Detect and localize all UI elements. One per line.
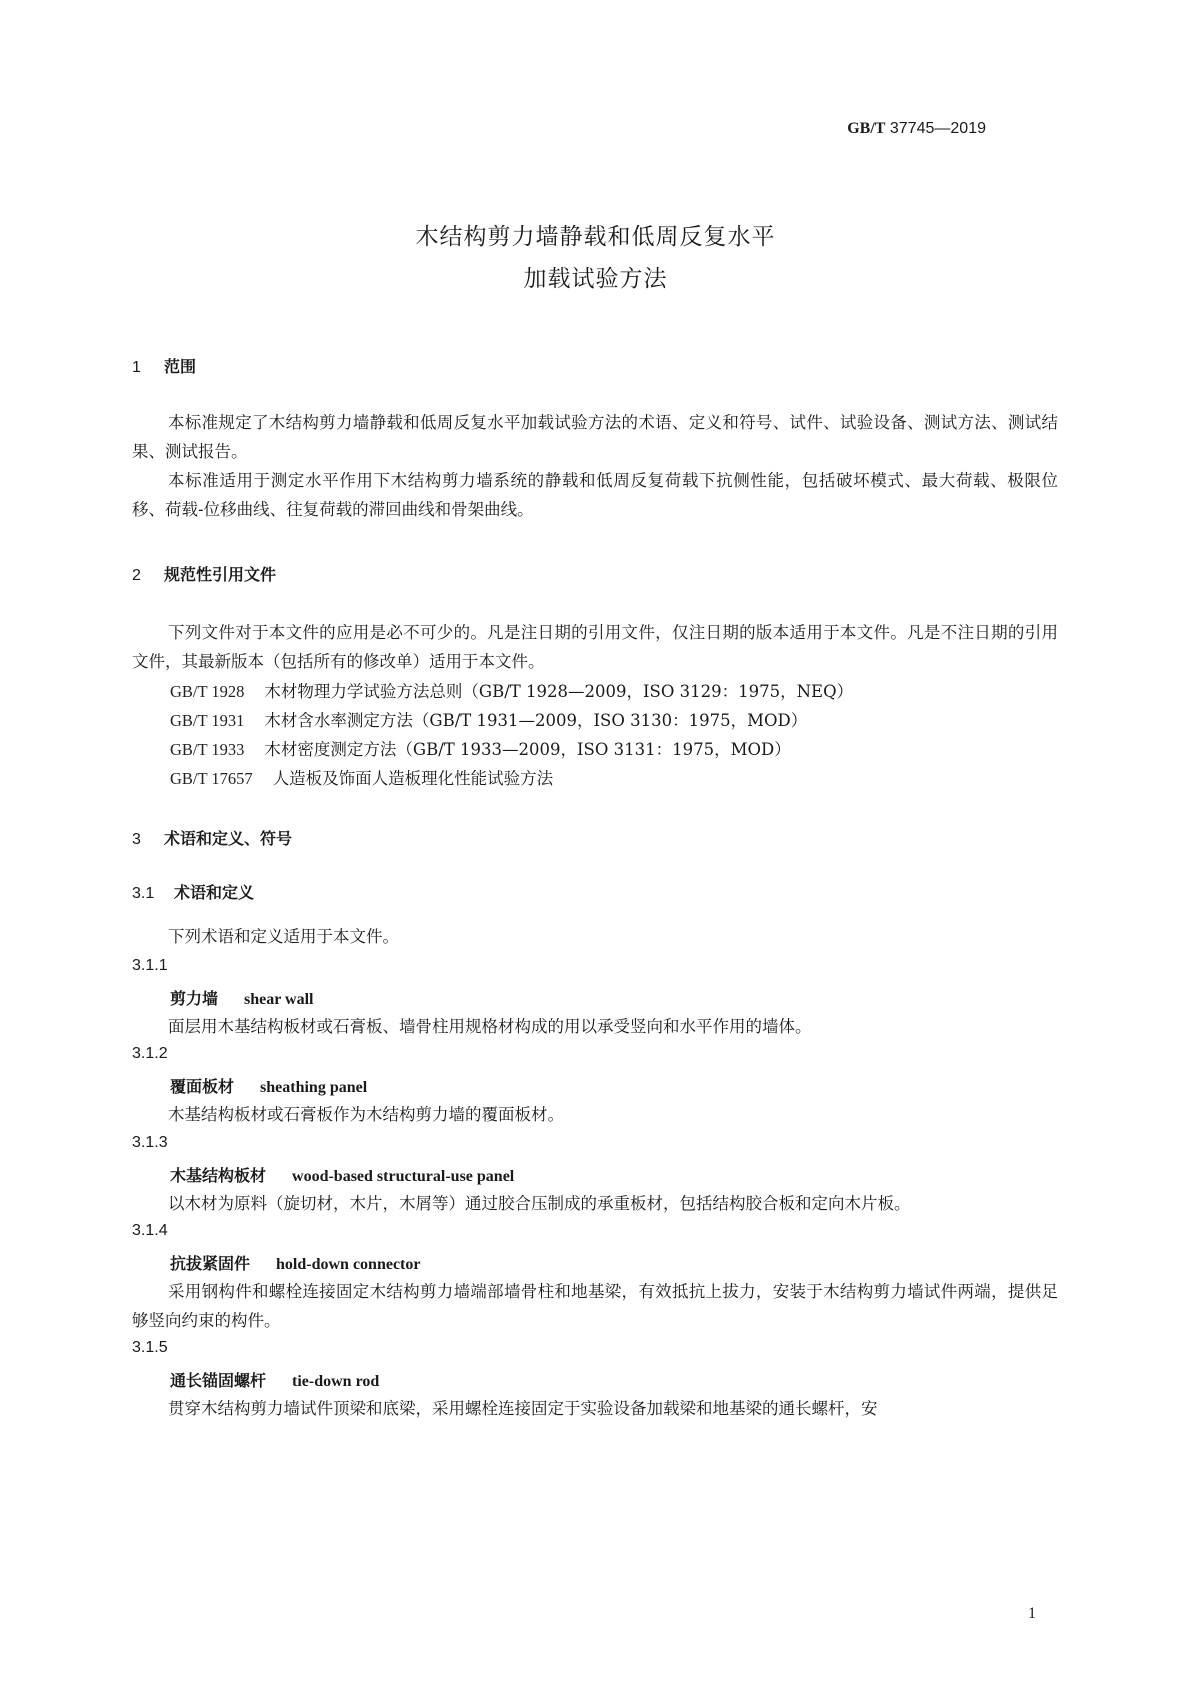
term-definition: 贯穿木结构剪力墙试件顶梁和底梁，采用螺栓连接固定于实验设备加载梁和地基梁的通长螺杆，安	[168, 1399, 878, 1418]
term-number: 3.1.2	[132, 1045, 168, 1062]
term-number: 3.1.5	[132, 1339, 168, 1356]
term-definition: 以木材为原料（旋切材，木片，木屑等）通过胶合压制成的承重板材，包括结构胶合板和定向木片板。	[168, 1194, 911, 1213]
term-definition: 采用钢构件和螺栓连接固定木结构剪力墙端部墙骨柱和地基梁，有效抵抗上拔力，安装于木结构剪力墙试件两端，提供足够竖向约束的构件。	[132, 1282, 1058, 1330]
page-number: 1	[1028, 1605, 1036, 1622]
term-definition: 木基结构板材或石膏板作为木结构剪力墙的覆面板材。	[168, 1105, 564, 1124]
section-2-heading: 2 规范性引用文件	[132, 565, 277, 584]
term-title: 抗拔紧固件 hold-down connector	[170, 1254, 421, 1273]
term-title: 通长锚固螺杆 tie-down rod	[170, 1371, 380, 1390]
section-3-heading: 3 术语和定义、符号	[132, 829, 293, 848]
term-number: 3.1.1	[132, 957, 168, 974]
reference-item: GB/T 1931 木材含水率测定方法（GB/T 1931—2009，ISO 3130：1975，MOD）	[170, 711, 808, 730]
term-title: 剪力墙 shear wall	[170, 989, 314, 1008]
term-definition: 面层用木基结构板材或石膏板、墙骨柱用规格材构成的用以承受竖向和水平作用的墙体。	[168, 1017, 812, 1036]
section-2-paragraph-1: 下列文件对于本文件的应用是必不可少的。凡是注日期的引用文件，仅注日期的版本适用于本文件。凡是不注日期的引用文件，其最新版本（包括所有的修改单）适用于本文件。	[132, 623, 1058, 671]
document-title-line2: 加载试验方法	[523, 266, 668, 292]
term-title: 覆面板材 sheathing panel	[170, 1077, 368, 1096]
section-1-paragraph-1: 本标准规定了木结构剪力墙静载和低周反复水平加载试验方法的术语、定义和符号、试件、试验设备、测试方法、测试结果、测试报告。	[132, 413, 1058, 461]
term-title: 木基结构板材 wood-based structural-use panel	[170, 1166, 515, 1185]
standard-number: GB/T 37745—2019	[847, 120, 986, 137]
section-3-1-intro: 下列术语和定义适用于本文件。	[168, 927, 399, 946]
section-1-heading: 1 范围	[132, 357, 197, 376]
section-1-paragraph-2: 本标准适用于测定水平作用下木结构剪力墙系统的静载和低周反复荷载下抗侧性能，包括破坏模式、最大荷载、极限位移、荷载-位移曲线、往复荷载的滞回曲线和骨架曲线。	[132, 471, 1058, 519]
term-number: 3.1.3	[132, 1134, 168, 1151]
section-3-1-heading: 3.1 术语和定义	[132, 883, 255, 902]
term-number: 3.1.4	[132, 1222, 168, 1239]
document-title-line1: 木结构剪力墙静载和低周反复水平	[415, 224, 776, 250]
reference-item: GB/T 1928 木材物理力学试验方法总则（GB/T 1928—2009，ISO 3129：1975，NEQ）	[170, 682, 854, 701]
reference-item: GB/T 1933 木材密度测定方法（GB/T 1933—2009，ISO 3131：1975，MOD）	[170, 740, 791, 759]
reference-item: GB/T 17657 人造板及饰面人造板理化性能试验方法	[170, 769, 554, 788]
